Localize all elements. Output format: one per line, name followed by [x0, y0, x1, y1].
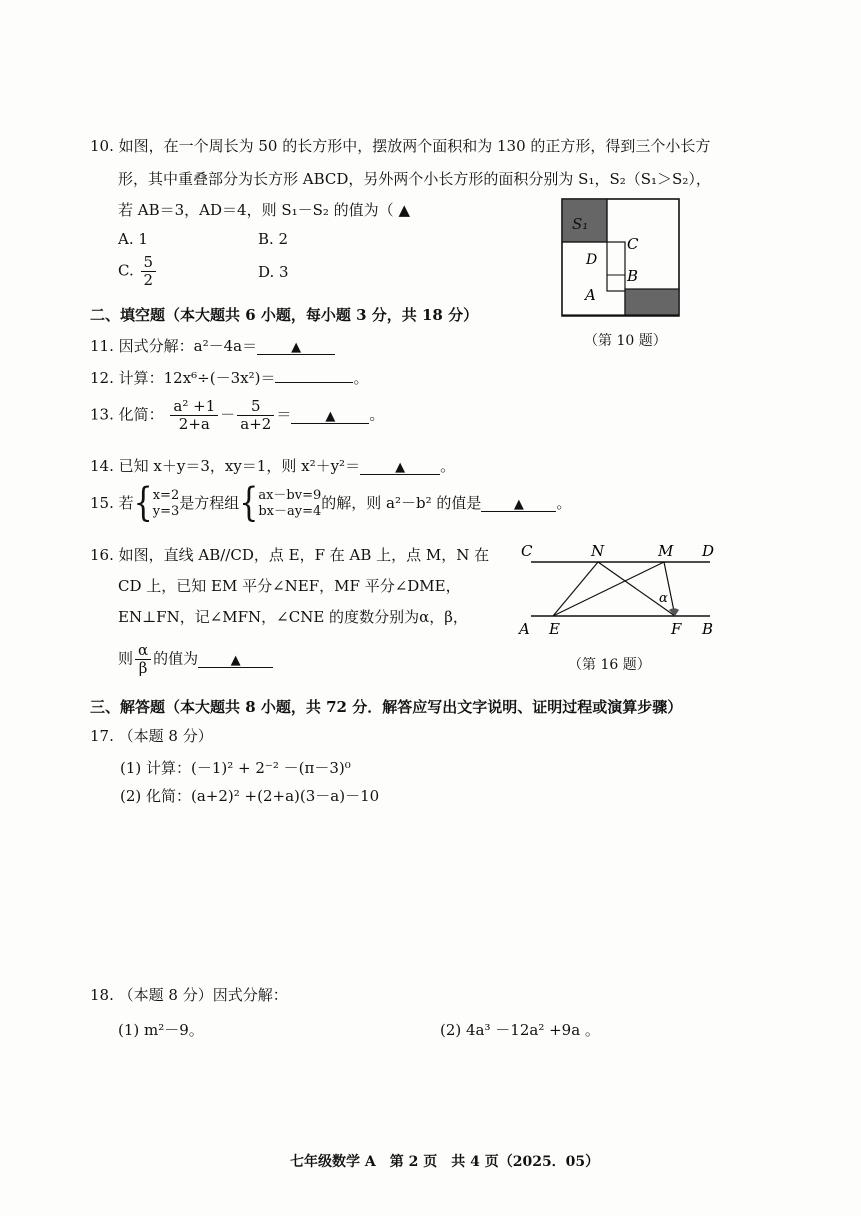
q15-system-1 — [153, 488, 180, 520]
q14-answer-blank[interactable] — [360, 458, 440, 475]
q18-part2: (2) 4a³ －12a² +9a 。 — [440, 1021, 600, 1039]
q10-option-a: A. 1 — [118, 230, 148, 248]
q12-expr: 12x⁶÷(－3x²)＝ — [163, 369, 276, 387]
q10-option-c — [118, 254, 158, 289]
q13-answer-blank[interactable] — [291, 407, 369, 424]
q12-prefix: 12. 计算： — [90, 369, 164, 387]
q10-label-s1: S₁ — [572, 215, 589, 233]
q16-answer-blank[interactable] — [198, 651, 273, 668]
q16-frac-den: β — [138, 659, 148, 677]
q17-part2: (2) 化简：(a+2)² +(2+a)(3－a)－10 — [120, 787, 380, 805]
q10-line2: 形，其中重叠部分为长方形 ABCD，另外两个小长方形的面积分别为 S₁，S₂（S₁＞S₂）， — [118, 170, 711, 188]
q15-brace-2: { — [239, 480, 259, 527]
q10-label-d: D — [586, 252, 598, 268]
q18-part1: (1) m²－9。 — [118, 1021, 204, 1039]
q15-blank-marker: ▲ — [513, 497, 524, 512]
q18-title: 18. （本题 8 分）因式分解： — [90, 986, 288, 1004]
q13-den1: 2+a — [178, 415, 210, 433]
q16-label-a: A — [519, 620, 530, 638]
q13-fraction-2 — [237, 398, 274, 433]
q15-suffix: 的解，则 a²－b² 的值是 — [321, 494, 482, 512]
q15-sys1-line2: y=3 — [152, 504, 180, 519]
q14-text: 14. 已知 x＋y＝3，xy＝1，则 x²＋y²＝ — [90, 457, 361, 475]
q10-option-c-label: C. — [118, 261, 134, 280]
q15-brace-1: { — [133, 480, 153, 527]
q15 — [90, 480, 572, 527]
q16-label-alpha: α — [659, 591, 668, 606]
q16-label-e: E — [549, 620, 560, 638]
q10-option-c-den: 2 — [143, 271, 154, 289]
q16-line4 — [118, 642, 273, 677]
q13-fraction-1 — [170, 398, 218, 433]
q10-line1: 10. 如图，在一个周长为 50 的长方形中，摆放两个面积和为 130 的正方形，得到三个小长方 — [90, 137, 711, 155]
q11 — [90, 336, 335, 356]
q16-label-f: F — [671, 620, 682, 638]
q10-caption: （第 10 题） — [584, 333, 667, 349]
q13-num1: a² +1 — [170, 398, 218, 416]
page-footer: 七年级数学 A 第 2 页 共 4 页（2025．05） — [290, 1154, 600, 1170]
q15-answer-blank[interactable] — [481, 495, 556, 512]
q10-option-c-fraction — [141, 254, 157, 289]
q10-s2-rect — [625, 289, 679, 315]
q16-line3: EN⊥FN，记∠MFN，∠CNE 的度数分别为α，β， — [118, 608, 468, 626]
q16-caption: （第 16 题） — [568, 657, 651, 673]
q15-sys2-line1: ax－bv=9 — [258, 488, 322, 503]
q11-answer-blank[interactable] — [257, 338, 335, 355]
q11-expr: a²－4a＝ — [193, 337, 258, 355]
section2-heading: 二、填空题（本大题共 6 小题，每小题 3 分，共 18 分） — [90, 306, 479, 324]
q16-tail: 的值为 — [153, 649, 199, 668]
q15-prefix: 15. 若 — [90, 494, 134, 512]
q14 — [90, 456, 455, 476]
q13-den2: a+2 — [240, 415, 272, 433]
q15-mid: 是方程组 — [179, 494, 240, 512]
q11-prefix: 11. 因式分解： — [90, 337, 194, 355]
q15-system-2 — [258, 488, 321, 520]
q16-blank-marker: ▲ — [230, 652, 241, 668]
q13-minus: － — [220, 405, 236, 424]
q10-label-c: C — [627, 235, 639, 253]
q13-num2: 5 — [237, 398, 274, 416]
q16-fraction — [135, 642, 151, 677]
q12-answer-blank[interactable] — [275, 366, 353, 383]
q17-title: 17. （本题 8 分） — [90, 727, 213, 745]
section3-heading: 三、解答题（本大题共 8 小题，共 72 分．解答应写出文字说明、证明过程或演算步骤） — [90, 698, 683, 716]
q16-figure — [515, 540, 725, 640]
q12-end: 。 — [353, 369, 369, 387]
q13 — [90, 398, 384, 433]
q14-blank-marker: ▲ — [395, 460, 406, 475]
q17-part1: (1) 计算：(－1)² + 2⁻² －(π－3)⁰ — [120, 759, 351, 777]
q15-end: 。 — [556, 494, 572, 512]
q10-option-c-num: 5 — [141, 254, 157, 272]
q13-blank-marker: ▲ — [325, 408, 336, 424]
q16-label-b: B — [702, 620, 714, 638]
q16-frac-num: α — [135, 642, 151, 660]
q10-label-b: B — [627, 267, 639, 285]
q13-end: 。 — [369, 405, 385, 424]
q12 — [90, 366, 369, 388]
q10-label-a: A — [585, 286, 596, 304]
q16-line2: CD 上，已知 EM 平分∠NEF，MF 平分∠DME， — [118, 577, 461, 595]
q11-blank-marker: ▲ — [291, 340, 302, 355]
q16-then: 则 — [118, 649, 134, 668]
q16-line1: 16. 如图，直线 AB//CD，点 E，F 在 AB 上，点 M，N 在 — [90, 546, 490, 564]
q14-end: 。 — [440, 457, 456, 475]
q16-label-d: D — [702, 542, 715, 560]
q16-label-m: M — [658, 542, 674, 560]
q15-sys1-line1: x=2 — [152, 488, 180, 503]
q10-line3: 若 AB＝3，AD＝4，则 S₁－S₂ 的值为（ ▲ — [118, 201, 410, 219]
q16-label-c: C — [521, 542, 533, 560]
q16-label-n: N — [591, 542, 605, 560]
q10-option-b: B. 2 — [258, 230, 289, 248]
q10-figure — [560, 197, 685, 317]
q10-option-d: D. 3 — [258, 263, 289, 281]
q13-eq: ＝ — [276, 405, 292, 424]
q15-sys2-line2: bx－ay=4 — [258, 504, 322, 519]
q13-prefix: 13. 化简： — [90, 405, 164, 424]
